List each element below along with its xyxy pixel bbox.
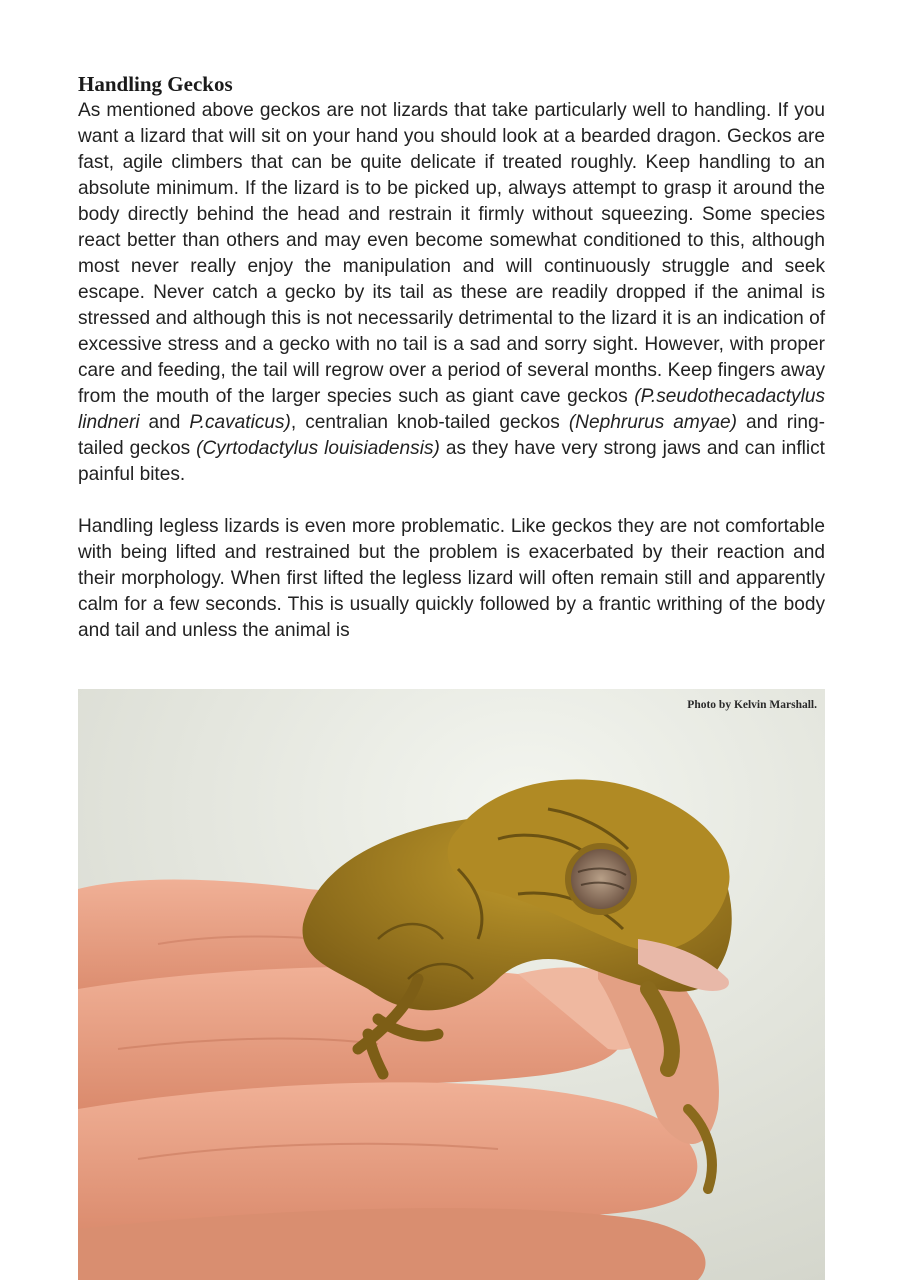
paragraph-handling-geckos [78, 98, 825, 488]
species-name: P.cavaticus) [189, 412, 291, 433]
paragraph1-text: and ring-tailed geckos [78, 412, 825, 459]
section-heading: Handling Geckos [78, 72, 233, 96]
paragraph-legless-lizards: Handling legless lizards is even more problematic. Like geckos they are not comfortable with being lifted and restrained but the problem is exacerbated by their reaction and their morphology. When first lifted the legless lizard will often remain still and apparently calm for a few seconds. This is usually quickly followed by a frantic writhing of the body and tail and unless the animal is [78, 516, 825, 641]
page-content [78, 70, 825, 644]
paragraph1-text: as they have very strong jaws and can inflict painful bites. [78, 438, 825, 485]
paragraph1-connector: and [139, 412, 190, 433]
gecko-eye [568, 846, 634, 912]
paragraph1-text: As mentioned above geckos are not lizards that take particularly well to handling. If you want a lizard that will sit on your hand you should look at a bearded dragon. Geckos are fast, agile climbers that can be quite delicate if treated roughly. Keep handling to an absolute minimum. If the lizard is to be picked up, always attempt to grasp it around the body directly behind the head and restrain it firmly without squeezing. Some species react better than others and may even become somewhat conditioned to this, although most never really enjoy the manipulation and will continuously struggle and seek escape. Never catch a gecko by its tail as these are readily dropped if the animal is stressed and although this is not necessarily detrimental to the lizard it is an indication of excessive stress and a gecko with no tail is a sad and sorry sight. However, with proper care and feeding, the tail will regrow over a period of several months. Keep fingers away from the mouth of the larger species such as giant cave geckos [78, 100, 825, 407]
gecko-photo [78, 689, 825, 1280]
species-name: (P.seudothecadactylus lindneri [78, 386, 825, 433]
paragraph1-text: , centralian knob-tailed geckos [290, 412, 569, 433]
gecko-on-hand-illustration [78, 689, 825, 1280]
species-name: (Nephrurus amyae) [568, 412, 737, 433]
species-name: (Cyrtodactylus louisiadensis) [196, 438, 440, 459]
photo-credit: Photo by Kelvin Marshall. [687, 699, 817, 711]
